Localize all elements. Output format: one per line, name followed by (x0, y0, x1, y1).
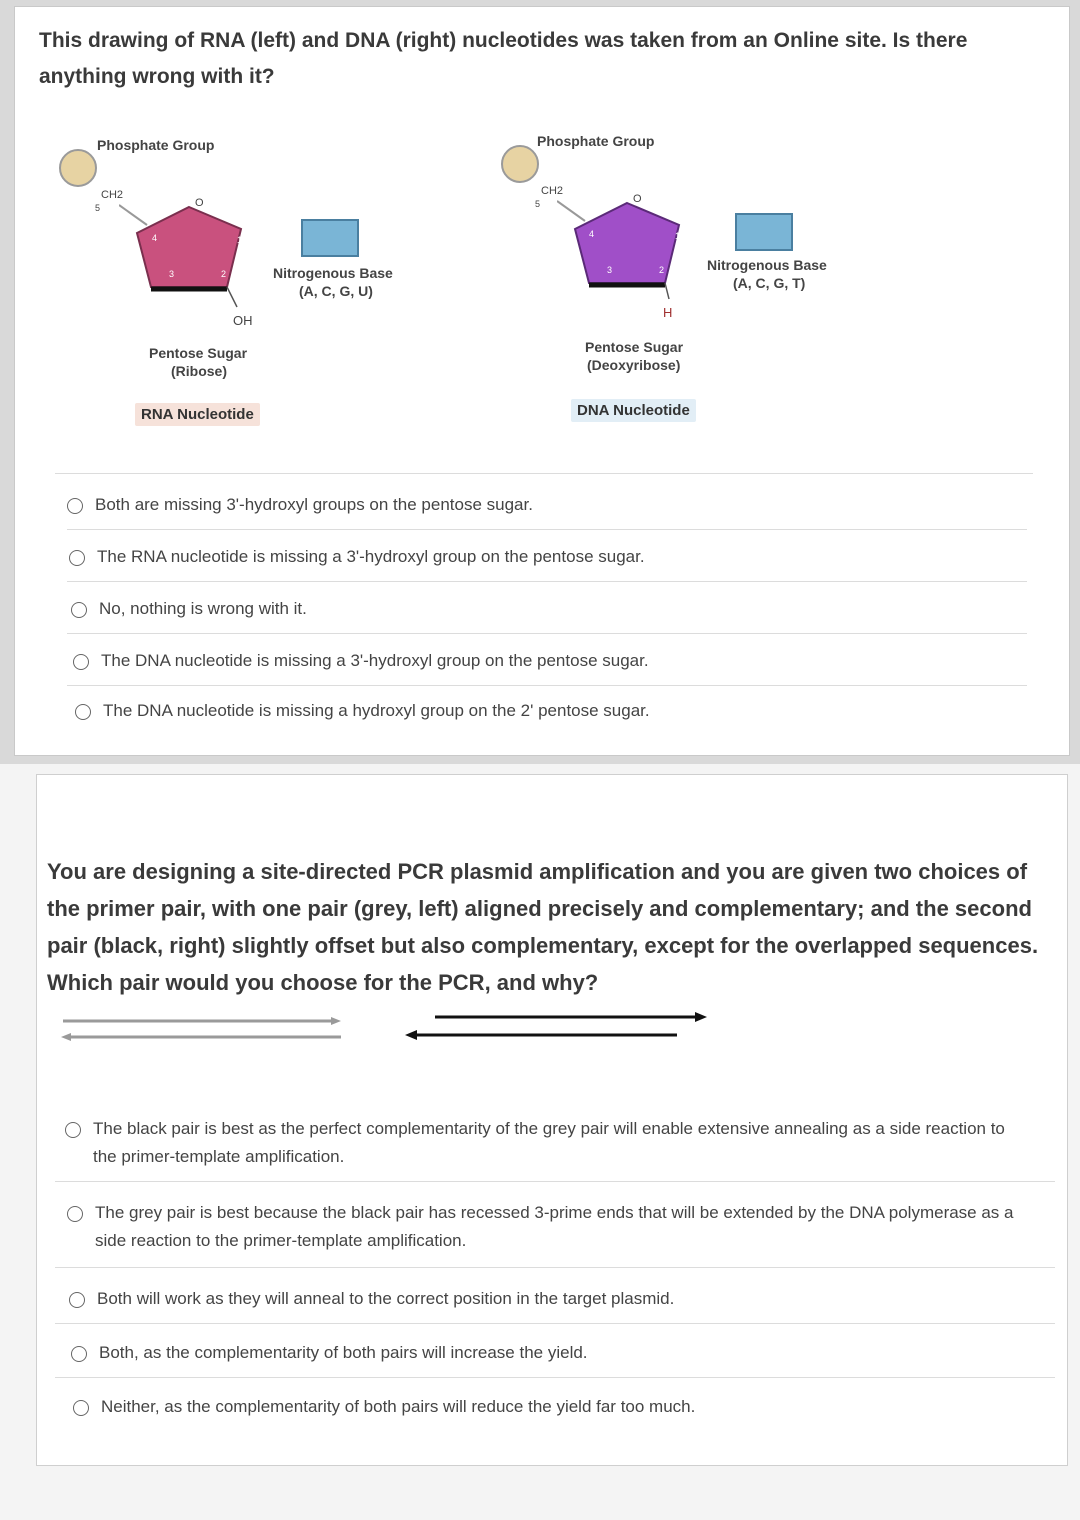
dna-c2-label: 2 (659, 265, 665, 275)
divider (55, 1267, 1055, 1268)
dna-h-label: H (663, 305, 673, 320)
rna-base-box (301, 219, 359, 257)
rna-base-label-2: (A, C, G, U) (299, 283, 373, 299)
q2-option-3[interactable] (69, 1285, 1025, 1313)
divider (55, 473, 1033, 474)
grey-primer-reverse-arrowhead (61, 1033, 71, 1041)
rna-ch2-label: CH2 (101, 189, 124, 201)
dna-c3-label: 3 (607, 265, 613, 275)
radio-button[interactable] (71, 1346, 87, 1362)
dna-pentose-ring (557, 191, 717, 321)
question-1-text: This drawing of RNA (left) and DNA (right) nucleotides was taken from an Online site. Is there anything wrong with it? (39, 29, 968, 88)
dna-ch2-label: CH2 (541, 185, 564, 197)
dna-base-label-1: Nitrogenous Base (707, 257, 827, 273)
primer-diagram (57, 1011, 757, 1051)
dna-c1-label: 1 (675, 231, 681, 241)
radio-button[interactable] (69, 550, 85, 566)
dna-nucleotide-diagram (495, 123, 915, 423)
q2-option-1[interactable] (65, 1115, 1025, 1171)
question-2-options (65, 1115, 1025, 1435)
q2-option-4[interactable] (71, 1339, 1025, 1367)
q2-option-5[interactable] (73, 1393, 1025, 1421)
rna-c1-label: 1 (237, 235, 243, 245)
radio-button[interactable] (71, 602, 87, 618)
divider (67, 581, 1027, 582)
dna-base-label-2: (A, C, G, T) (733, 275, 806, 291)
radio-button[interactable] (65, 1122, 81, 1138)
radio-button[interactable] (73, 1400, 89, 1416)
rna-nucleotide-diagram (53, 127, 453, 427)
rna-o-label: O (195, 197, 204, 209)
q1-option-1-label: Both are missing 3'-hydroxyl groups on the pentose sugar. (95, 495, 533, 514)
radio-button[interactable] (67, 1206, 83, 1222)
rna-phosphate-label: Phosphate Group (97, 137, 215, 153)
question-2-panel (0, 764, 1080, 1520)
radio-button[interactable] (73, 654, 89, 670)
rna-sugar-label-1: Pentose Sugar (149, 345, 248, 361)
radio-button[interactable] (75, 704, 91, 720)
q1-option-3[interactable] (71, 595, 1027, 623)
divider (55, 1323, 1055, 1324)
rna-pentose-ring (119, 195, 279, 315)
dna-phosphate-label: Phosphate Group (537, 133, 655, 149)
black-primer-pair (405, 1012, 707, 1040)
rna-sugar-label-2: (Ribose) (171, 363, 227, 379)
divider (67, 529, 1027, 530)
rna-base-label-1: Nitrogenous Base (273, 265, 393, 281)
radio-button[interactable] (69, 1292, 85, 1308)
q1-option-5[interactable] (75, 697, 1027, 725)
rna-oh-label: OH (233, 313, 253, 328)
dna-phosphate-circle (501, 145, 539, 183)
q1-option-2-label: The RNA nucleotide is missing a 3'-hydroxyl group on the pentose sugar. (97, 547, 645, 566)
dna-nucleotide-tag: DNA Nucleotide (571, 399, 696, 422)
q1-option-5-label: The DNA nucleotide is missing a hydroxyl group on the 2' pentose sugar. (103, 701, 650, 720)
divider (55, 1377, 1055, 1378)
rna-nucleotide-tag: RNA Nucleotide (135, 403, 260, 426)
divider (67, 633, 1027, 634)
rna-phosphate-circle (59, 149, 97, 187)
q2-option-4-label: Both, as the complementarity of both pairs will increase the yield. (99, 1343, 588, 1362)
question-1-panel (14, 6, 1070, 756)
question-1-options (67, 491, 1027, 731)
grey-primer-forward-arrowhead (331, 1017, 341, 1025)
dna-o-label: O (633, 193, 642, 205)
dna-c4-label: 4 (589, 229, 595, 239)
black-primer-reverse-arrowhead (405, 1030, 417, 1040)
grey-primer-pair (61, 1017, 341, 1041)
black-primer-forward-arrowhead (695, 1012, 707, 1022)
divider (55, 1181, 1055, 1182)
dna-base-box (735, 213, 793, 251)
q1-option-4-label: The DNA nucleotide is missing a 3'-hydroxyl group on the pentose sugar. (101, 651, 649, 670)
dna-sugar-label-1: Pentose Sugar (585, 339, 684, 355)
q2-option-1-label: The black pair is best as the perfect complementarity of the grey pair will enable extensive annealing as a side reaction to the primer-template amplification. (93, 1119, 1005, 1166)
q1-option-4[interactable] (73, 647, 1027, 675)
question-2-card (36, 774, 1068, 1466)
q2-option-5-label: Neither, as the complementarity of both pairs will reduce the yield far too much. (101, 1397, 696, 1416)
dna-sugar-label-2: (Deoxyribose) (587, 357, 681, 373)
divider (67, 685, 1027, 686)
q1-option-2[interactable] (69, 543, 1027, 571)
radio-button[interactable] (67, 498, 83, 514)
q2-option-3-label: Both will work as they will anneal to the correct position in the target plasmid. (97, 1289, 675, 1308)
q2-option-2[interactable] (67, 1199, 1025, 1255)
dna-pos5-label: 5 (535, 199, 541, 209)
rna-pos5-label: 5 (95, 203, 101, 213)
rna-c2-label: 2 (221, 269, 227, 279)
rna-c3-label: 3 (169, 269, 175, 279)
rna-c4-label: 4 (152, 233, 158, 243)
q1-option-1[interactable] (67, 491, 1027, 519)
q1-option-3-label: No, nothing is wrong with it. (99, 599, 307, 618)
q2-option-2-label: The grey pair is best because the black pair has recessed 3-prime ends that will be extended by the DNA polymerase as a side reaction to the primer-template amplification. (95, 1203, 1014, 1250)
question-2-text: You are designing a site-directed PCR plasmid amplification and you are given two choices of the primer pair, with one pair (grey, left) aligned precisely and complementary; and the second pair (black, right) slightly offset but also complementary, except for the overlapped sequences. Which pair would you choose for the PCR, and why? (47, 859, 1039, 995)
